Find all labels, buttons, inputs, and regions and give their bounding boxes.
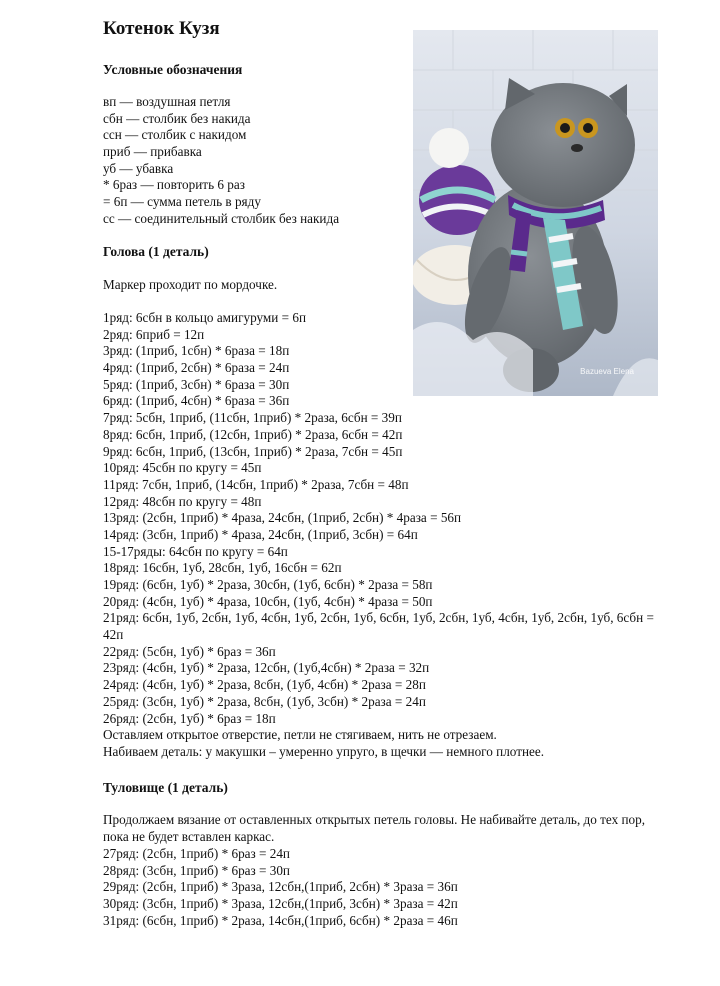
row-instruction: 10ряд: 45сбн по кругу = 45п <box>103 460 262 476</box>
legend-item: * 6раз — повторить 6 раз <box>103 177 245 193</box>
kitten-photo <box>413 30 658 396</box>
row-instruction: 9ряд: 6сбн, 1приб, (13сбн, 1приб) * 2раза, 7сбн = 45п <box>103 443 403 459</box>
row-instruction: 19ряд: (6сбн, 1уб) * 2раза, 30сбн, (1уб, 6сбн) * 2раза = 58п <box>103 577 433 592</box>
row-instruction: 23ряд: (4сбн, 1уб) * 2раза, 12сбн, (1уб,4сбн) * 2раза = 32п <box>103 660 430 676</box>
row-instruction: 5ряд: (1приб, 3сбн) * 6раза = 30п <box>103 376 290 392</box>
row-instruction: 11ряд: 7сбн, 1приб, (14сбн, 1приб) * 2раза, 7сбн = 48п <box>103 476 409 492</box>
row-instruction: 31ряд: (6сбн, 1приб) * 2раза, 14сбн,(1приб, 6сбн) * 2раза = 46п <box>103 912 458 928</box>
body-rows-list <box>103 846 458 929</box>
legend-item: сбн — столбик без накида <box>103 110 251 126</box>
row-instruction: 22ряд: (5сбн, 1уб) * 6раз = 36п <box>103 643 276 659</box>
row-instruction: 25ряд: (3сбн, 1уб) * 2раза, 8сбн, (1уб, 3сбн) * 2раза = 24п <box>103 693 426 709</box>
row-instruction: 30ряд: (3сбн, 1приб) * 3раза, 12сбн,(1приб, 3сбн) * 3раза = 42п <box>103 896 458 912</box>
row-instruction: 6ряд: (1приб, 4сбн) * 6раза = 36п <box>103 393 290 409</box>
body-section-intro: Продолжаем вязание от оставленных открытых петель головы. Не набивайте деталь, до тех пор, пока не будет вставлен каркас. <box>103 812 646 844</box>
row-instruction: 2ряд: 6приб = 12п <box>103 326 205 342</box>
hat-pompom <box>429 128 469 168</box>
row-instruction: Оставляем открытое отверстие, петли не стягиваем, нить не отрезаем. <box>103 727 497 743</box>
body-section-heading: Туловище (1 деталь) <box>103 780 228 795</box>
legend-item: = 6п — сумма петель в ряду <box>103 194 261 210</box>
row-instruction: 14ряд: (3сбн, 1приб) * 4раза, 24сбн, (1приб, 3сбн) = 64п <box>103 526 418 542</box>
legend-item: сс — соединительный столбик без накида <box>103 210 340 226</box>
row-instruction: 13ряд: (2сбн, 1приб) * 4раза, 24сбн, (1приб, 2сбн) * 4раза = 56п <box>103 510 462 526</box>
row-instruction: Набиваем деталь: у макушки – умеренно упруго, в щечки — немного плотнее. <box>103 743 545 759</box>
row-instruction: 4ряд: (1приб, 2сбн) * 6раза = 24п <box>103 360 290 376</box>
head-section-intro: Маркер проходит по мордочке. <box>103 277 278 292</box>
row-instruction: 29ряд: (2сбн, 1приб) * 3раза, 12сбн,(1приб, 2сбн) * 3раза = 36п <box>103 879 458 895</box>
row-instruction: 21ряд: 6сбн, 1уб, 2сбн, 1уб, 4сбн, 1уб, 2сбн, 1уб, 6сбн, 1уб, 2сбн, 1уб, 4сбн, 1уб, 2сбн, 1уб, 6сбн = 42п <box>103 610 654 643</box>
legend-item: приб — прибавка <box>103 144 202 160</box>
row-instruction: 8ряд: 6сбн, 1приб, (12сбн, 1приб) * 2раза, 6сбн = 42п <box>103 426 403 442</box>
legend-heading: Условные обозначения <box>103 62 243 77</box>
row-instruction: 26ряд: (2сбн, 1уб) * 6раз = 18п <box>103 710 276 726</box>
row-instruction: 7ряд: 5сбн, 1приб, (11сбн, 1приб) * 2раза, 6сбн = 39п <box>103 410 402 426</box>
legend-item: вп — воздушная петля <box>103 94 231 109</box>
row-instruction: 20ряд: (4сбн, 1уб) * 4раза, 10сбн, (1уб, 4сбн) * 4раза = 50п <box>103 593 433 609</box>
row-instruction: 1ряд: 6сбн в кольцо амигуруми = 6п <box>103 310 307 325</box>
legend-item: уб — убавка <box>103 160 174 176</box>
photo-caption: Bazueva Elena <box>580 367 634 376</box>
row-instruction: 12ряд: 48сбн по кругу = 48п <box>103 493 262 509</box>
row-instruction: 27ряд: (2сбн, 1приб) * 6раз = 24п <box>103 846 290 861</box>
row-instruction: 3ряд: (1приб, 1сбн) * 6раза = 18п <box>103 343 290 359</box>
legend-item: ссн — столбик с накидом <box>103 127 247 143</box>
kitten-toy-illustration <box>413 30 658 396</box>
row-instruction: 24ряд: (4сбн, 1уб) * 2раза, 8сбн, (1уб, 4сбн) * 2раза = 28п <box>103 677 426 693</box>
head-section-heading: Голова (1 деталь) <box>103 244 209 259</box>
nose <box>571 144 583 152</box>
page-title: Котенок Кузя <box>103 18 220 39</box>
row-instruction: 28ряд: (3сбн, 1приб) * 6раз = 30п <box>103 862 290 878</box>
row-instruction: 15-17ряды: 64сбн по кругу = 64п <box>103 543 288 559</box>
row-instruction: 18ряд: 16сбн, 1уб, 28сбн, 1уб, 16сбн = 62п <box>103 560 342 576</box>
legend-list <box>103 94 339 228</box>
